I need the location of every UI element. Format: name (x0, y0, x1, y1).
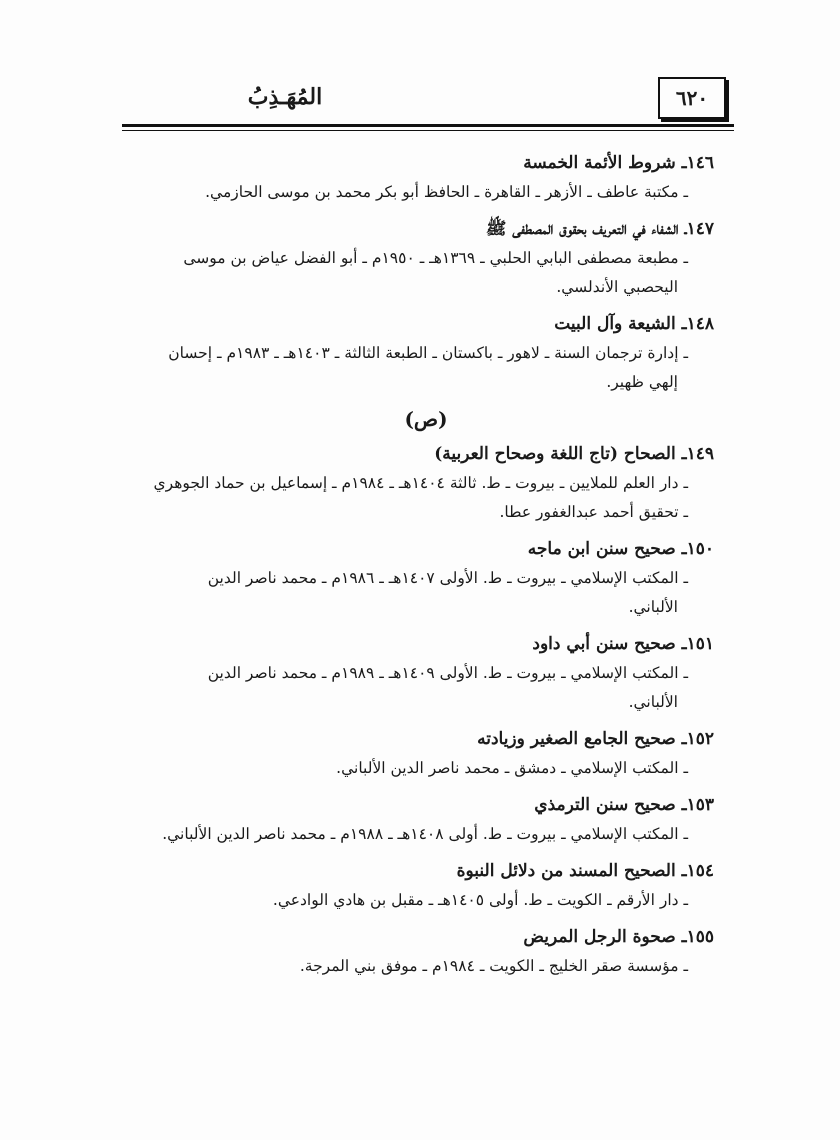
entry-title: ١٥١ـ صحيح سنن أبي داود (532, 634, 714, 654)
entry-line: الألباني. (628, 693, 678, 711)
entry-title: ١٥٢ـ صحيح الجامع الصغير وزيادته (477, 729, 714, 749)
entry-title: ١٥٣ـ صحيح سنن الترمذي (534, 795, 714, 815)
entry-line: ـ مطبعة مصطفى البابي الحلبي ـ ١٣٦٩هـ ـ ١٩٥٠م ـ أبو الفضل عياض بن موسى (183, 249, 688, 267)
entry-description (118, 820, 714, 849)
entry-description (118, 244, 714, 302)
bibliography-entry-152 (118, 724, 714, 783)
bibliography-entry-153 (118, 790, 714, 849)
entry-line: ـ مؤسسة صقر الخليج ـ الكويت ـ ١٩٨٤م ـ موفق بني المرجة. (299, 957, 688, 975)
entry-description (118, 952, 714, 981)
bibliography-entry-148 (118, 309, 714, 397)
entry-title: ١٥٤ـ الصحيح المسند من دلائل النبوة (456, 861, 714, 881)
entry-title: ١٤٦ـ شروط الأئمة الخمسة (523, 153, 714, 173)
entry-line: ـ دار الأرقم ـ الكويت ـ ط. أولى ١٤٠٥هـ ـ مقبل بن هادي الوادعي. (272, 891, 688, 909)
entry-description (118, 178, 714, 207)
entry-line: اليحصبي الأندلسي. (556, 278, 678, 296)
entry-description (118, 886, 714, 915)
entry-line: ـ المكتب الإسلامي ـ بيروت ـ ط. الأولى ١٤٠٧هـ ـ ١٩٨٦م ـ محمد ناصر الدين (207, 569, 688, 587)
entry-line: ـ المكتب الإسلامي ـ بيروت ـ ط. أولى ١٤٠٨هـ ـ ١٩٨٨م ـ محمد ناصر الدين الألباني. (162, 825, 688, 843)
bibliography-entry-150 (118, 534, 714, 622)
entry-line: الألباني. (628, 598, 678, 616)
bibliography-entry-154 (118, 856, 714, 915)
bibliography-entry-151 (118, 629, 714, 717)
entry-line: ـ المكتب الإسلامي ـ دمشق ـ محمد ناصر الدين الألباني. (336, 759, 688, 777)
entry-line: إلهي ظهير. (606, 373, 678, 391)
entry-description (118, 469, 714, 527)
bibliography-list (118, 148, 714, 981)
header-rule (122, 124, 734, 127)
entry-title: ١٤٧ـ الشفاء في التعريف بحقوق المصطفى ﷺ (485, 219, 714, 239)
entry-line: ـ المكتب الإسلامي ـ بيروت ـ ط. الأولى ١٤٠٩هـ ـ ١٩٨٩م ـ محمد ناصر الدين (207, 664, 688, 682)
entry-title: ١٥٥ـ صحوة الرجل المريض (523, 927, 714, 947)
page-number: ٦٢٠ (658, 77, 726, 119)
bibliography-entry-146 (118, 148, 714, 207)
entry-line: ـ مكتبة عاطف ـ الأزهر ـ القاهرة ـ الحافظ أبو بكر محمد بن موسى الحازمي. (205, 183, 688, 201)
bibliography-entry-149 (118, 439, 714, 527)
entry-line: ـ دار العلم للملايين ـ بيروت ـ ط. ثالثة ١٤٠٤هـ ـ ١٩٨٤م ـ إسماعيل بن حماد الجوهري (153, 474, 688, 492)
entry-description (118, 659, 714, 717)
entry-description (118, 339, 714, 397)
entry-description (118, 564, 714, 622)
header-rule-thin (122, 130, 734, 131)
entry-line: ـ تحقيق أحمد عبدالغفور عطا. (499, 503, 688, 521)
section-letter-heading: (ص) (404, 407, 448, 431)
bibliography-entry-147 (118, 214, 714, 302)
running-title: المُهَـذِبُ (247, 84, 323, 110)
entry-title: ١٤٩ـ الصحاح (تاج اللغة وصحاح العربية) (434, 444, 714, 464)
entry-title: ١٤٨ـ الشيعة وآل البيت (554, 314, 714, 334)
bibliography-entry-155 (118, 922, 714, 981)
entry-description (118, 754, 714, 783)
entry-title: ١٥٠ـ صحيح سنن ابن ماجه (527, 539, 714, 559)
entry-line: ـ إدارة ترجمان السنة ـ لاهور ـ باكستان ـ الطبعة الثالثة ـ ١٤٠٣هـ ـ ١٩٨٣م ـ إحسان (168, 344, 688, 362)
